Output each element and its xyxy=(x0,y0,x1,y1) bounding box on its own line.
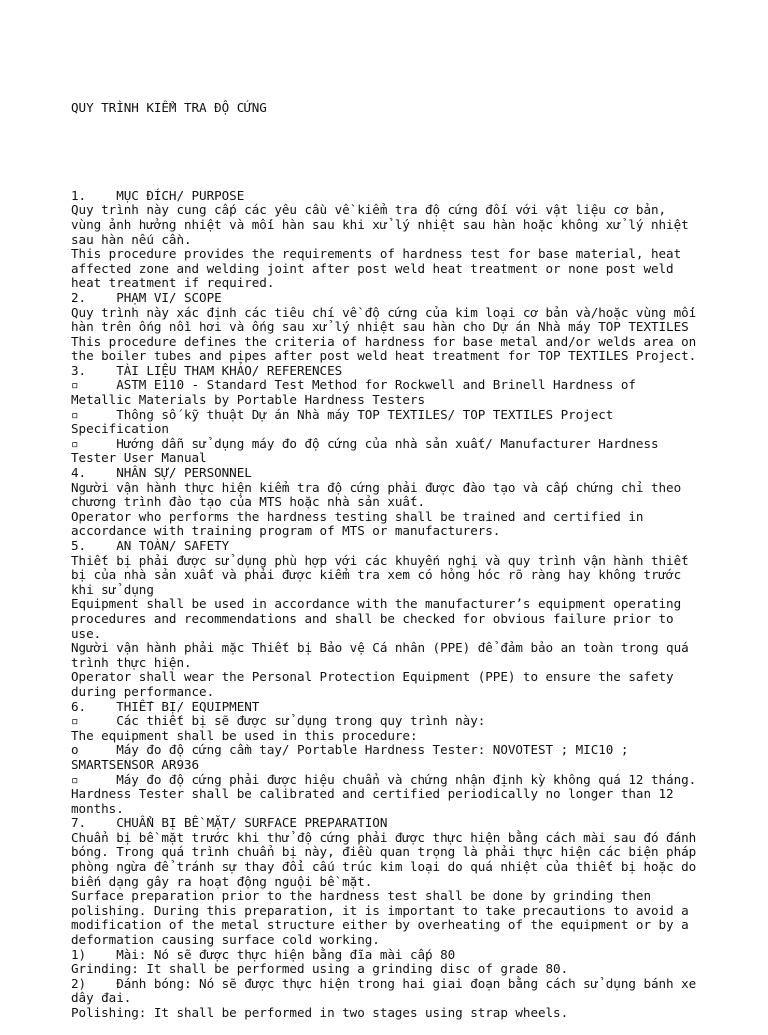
text-line: use. xyxy=(71,625,102,641)
text-line: bóng. Trong quá trình chuẩn bị này, điều quan trọng là phải thực hiện các biện pháp xyxy=(71,844,697,860)
text-line: Người vận hành thực hiện kiểm tra độ cứng phải được đào tạo và cấp chứng chỉ theo xyxy=(71,479,682,495)
text-line: Surface preparation prior to the hardness test shall be done by grinding then xyxy=(71,888,651,904)
text-line: Quy trình này xác định các tiêu chí về độ cứng của kim loại cơ bản và/hoặc vùng mối xyxy=(71,304,697,320)
text-line: ▫ ASTM E110 - Standard Test Method for Rockwell and Brinell Hardness of xyxy=(71,377,636,393)
text-line: sau hàn nếu cần. xyxy=(71,231,192,247)
text-line: Tester User Manual xyxy=(71,450,207,466)
text-line: The equipment shall be used in this procedure: xyxy=(71,727,418,743)
text-line: bị của nhà sản xuất và phải được kiểm tra xem có hỏng hóc rõ ràng hay không trước xyxy=(71,567,682,583)
text-line: ▫ Máy đo độ cứng phải được hiệu chuẩn và chứng nhận định kỳ không quá 12 tháng. xyxy=(71,771,697,787)
text-line: 3. TÀI LIỆU THAM KHẢO/ REFERENCES xyxy=(71,362,343,378)
text-line: Equipment shall be used in accordance with the manufacturer’s equipment operating xyxy=(71,596,682,612)
text-line: khi sử dụng xyxy=(71,581,154,597)
text-line: Specification xyxy=(71,421,169,437)
text-line: Chuẩn bị bề mặt trước khi thử độ cứng phải được thực hiện bằng cách mài sau đó đánh xyxy=(71,829,697,845)
text-line: 4. NHÂN SỰ/ PERSONNEL xyxy=(71,465,252,481)
text-line: chương trình đào tạo của MTS hoặc nhà sản xuất. xyxy=(71,494,426,510)
text-line: vùng ảnh hưởng nhiệt và mối hàn sau khi xử lý nhiệt sau hàn hoặc không xử lý nhiệt xyxy=(71,216,689,232)
text-line: affected zone and welding joint after post weld heat treatment or none post weld xyxy=(71,260,674,276)
text-line: 1) Mài: Nó sẽ được thực hiện bằng đĩa mài cấp 80 xyxy=(71,946,456,962)
text-line: modification of the metal structure either by overheating of the equipment or by a xyxy=(71,917,689,933)
text-line: 2) Đánh bóng: Nó sẽ được thực hiện trong hai giai đoạn bằng cách sử dụng bánh xe xyxy=(71,975,697,991)
blank-line xyxy=(71,145,711,160)
text-line: SMARTSENSOR AR936 xyxy=(71,756,200,772)
text-line: procedures and recommendations and shall be checked for obvious failure prior to xyxy=(71,610,674,626)
text-line: Polishing: It shall be performed in two stages using strap wheels. xyxy=(71,1005,569,1020)
document-page xyxy=(71,72,711,1035)
text-line: dây đai. xyxy=(71,990,132,1006)
text-line: 7. CHUẨN BỊ BỀ MẶT/ SURFACE PREPARATION xyxy=(71,815,388,831)
document-title: QUY TRÌNH KIỂM TRA ĐỘ CỨNG xyxy=(71,100,267,116)
text-line: ▫ Các thiết bị sẽ được sử dụng trong quy trình này: xyxy=(71,713,486,729)
text-line: deformation causing surface cold working. xyxy=(71,932,380,948)
text-line: ▫ Hướng dẫn sử dụng máy đo độ cứng của nhà sản xuất/ Manufacturer Hardness xyxy=(71,435,659,451)
text-line: heat treatment if required. xyxy=(71,275,275,291)
text-line: Metallic Materials by Portable Hardness Testers xyxy=(71,392,426,408)
text-line: 2. PHẠM VI/ SCOPE xyxy=(71,289,222,305)
text-line: o Máy đo độ cứng cầm tay/ Portable Hardness Tester: NOVOTEST ; MIC10 ; xyxy=(71,742,629,758)
text-line: Người vận hành phải mặc Thiết bị Bảo vệ Cá nhân (PPE) để đảm bảo an toàn trong quá xyxy=(71,640,689,656)
text-line: during performance. xyxy=(71,683,215,699)
text-line: Quy trình này cung cấp các yêu cầu về kiểm tra độ cứng đối với vật liệu cơ bản, xyxy=(71,202,667,218)
text-line: hàn trên ống nồi hơi và ống sau xử lý nhiệt sau hàn cho Dự án Nhà máy TOP TEXTILES xyxy=(71,319,689,335)
text-line: phòng ngừa để tránh sự thay đổi cấu trúc kim loại do quá nhiệt của thiết bị hoặc do xyxy=(71,859,697,875)
text-line: Hardness Tester shall be calibrated and certified periodically no longer than 12 xyxy=(71,786,674,802)
text-line: Operator shall wear the Personal Protection Equipment (PPE) to ensure the safety xyxy=(71,669,674,685)
text-line: accordance with training program of MTS or manufacturers. xyxy=(71,523,501,539)
text-line: 6. THIẾT BỊ/ EQUIPMENT xyxy=(71,698,260,714)
text-line: Operator who performs the hardness testing shall be trained and certified in xyxy=(71,508,644,524)
text-line: Thiết bị phải được sử dụng phù hợp với các khuyến nghị và quy trình vận hành thiết xyxy=(71,552,689,568)
text-line: the boiler tubes and pipes after post weld heat treatment for TOP TEXTILES Project. xyxy=(71,348,697,364)
text-line: biến dạng gây ra hoạt động nguội bề mặt. xyxy=(71,873,373,889)
text-line: polishing. During this preparation, it is important to take precautions to avoid a xyxy=(71,902,689,918)
text-line: months. xyxy=(71,800,124,816)
text-line: 5. AN TOÀN/ SAFETY xyxy=(71,538,230,553)
text-line: ▫ Thông số kỹ thuật Dự án Nhà máy TOP TEXTILES/ TOP TEXTILES Project xyxy=(71,406,614,422)
text-line: This procedure defines the criteria of hardness for base metal and/or welds area on xyxy=(71,333,697,349)
text-line: Grinding: It shall be performed using a grinding disc of grade 80. xyxy=(71,961,569,977)
document-body xyxy=(71,189,711,1021)
text-line: This procedure provides the requirements of hardness test for base material, heat xyxy=(71,246,682,262)
text-line: 1. MỤC ĐÍCH/ PURPOSE xyxy=(71,187,245,203)
text-line: trình thực hiện. xyxy=(71,654,192,670)
